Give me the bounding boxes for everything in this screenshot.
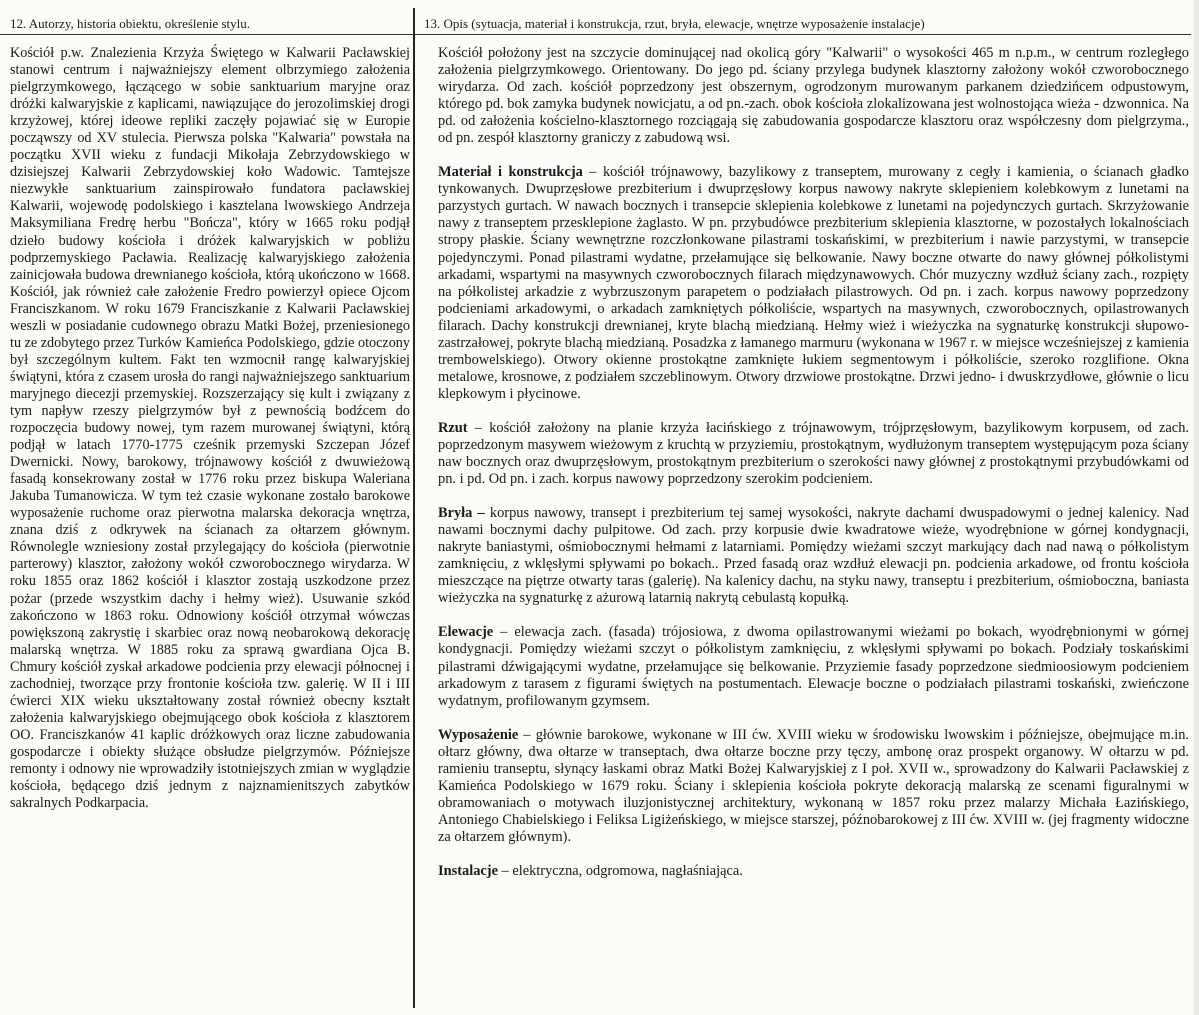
left-column [0, 0, 418, 1015]
description-text [438, 45, 1191, 880]
plan-paragraph [438, 420, 1189, 488]
elevations-title: Elewacje [438, 624, 494, 641]
section-12-header: 12. Autorzy, historia obiektu, określenie stylu. [0, 0, 418, 35]
history-paragraph: Kościół p.w. Znalezienia Krzyża Świętego w Kalwarii Pacławskiej stanowi centrum i najważniejszy element olbrzymiego założenia pielgrzymkowego, łączącego w sobie sanktuarium maryjne oraz dróżki kalwaryjskie z kaplicami, nawiązujące do jerozolimskiej drogi krzyżowej, której ideowe repliki zaczęły pojawiać się w Europie począwszy od XV stulecia. Pierwsza polska "Kalwaria" powstała na początku XVII wieku z fundacji Mikołaja Zebrzydowskiego w dzisiejszej Kalwarii Zebrzydowskiej koło Wadowic. Tamtejsze niezwykłe sanktuarium zainspirowało fundatora pacławskiej Kalwarii, wojewodę podolskiego i kasztelana lwowskiego Andrzeja Maksymiliana Fredrę herbu "Bończa", który w 1665 roku podjął dzieło budowy kościoła i dróżek kalwaryjskich w pobliżu podprzemyskiego Pacławia. Realizację kalwaryjskiego założenia zainicjowała budowa drewnianego kościoła, którą ukończono w 1668. Kościół, jak również całe założenie Fredro powierzył opiece Ojcom Franciszkanom. W roku 1679 Franciszkanie z Kalwarii Pacławskiej weszli w posiadanie cudownego obrazu Matki Bożej, przeniesionego tu ze zdobytego przez Turków Kamieńca Podolskiego, gdzie otoczony był szczególnym kultem. Fakt ten wzmocnił rangę kalwaryjskiej świątyni, która z czasem urosła do rangi najważniejszego sanktuarium maryjnego diecezji przemyskiej. Rozszerzający się kult i związany z tym napływ rzeszy pielgrzymów był z pewnością bodźcem do rozpoczęcia budowy nowej, tym razem murowanej świątyni, którą podjął w latach 1770-1775 cześnik przemyski Szczepan Józef Dwernicki. Nowy, barokowy, trójnawowy kościół z dwuwieżową fasadą konsekrowany został w 1776 roku przez biskupa Waleriana Jakuba Tumanowicza. W tym też czasie wykonane zostało barokowe wyposażenie ruchome oraz pierwotna malarska dekoracja wnętrza, znana dziś z odkrywek na ścianach za ołtarzem głównym. Równolegle wzniesiony został przylegający do kościoła (pierwotnie parterowy) klasztor, założony wokół czworobocznego wirydarza. W roku 1855 oraz 1862 kościół i klasztor zostają uszkodzone przez pożar (przede wszystkim dachy i hełmy wież). Usuwanie szkód zakończono w 1863 roku. Odnowiony kościół otrzymał wówczas powiększoną zakrystię i skarbiec oraz nową neobarokową dekorację malarską wnętrza. W 1885 roku za sprawą gwardiana Ojca B. Chmury kościół zyskał arkadowe podcienia przy elewacji północnej i zachodniej, tworzące przy frontonie kościoła tzw. galerię. W II i III ćwierci XIX wieku ukształtowany został również obecny kształt założenia kalwaryjskiego obejmującego obok kościoła z klasztorem OO. Franciszkanów 41 kaplic dróżkowych oraz liczne zabudowania gospodarcze i obiekty służące obsłudze pielgrzymów. Późniejsze remonty i odnowy nie wprowadziły istotniejszych zmian w wyglądzie kościoła, będącego dziś jednym z najznamienitszych zabytków sakralnych Podkarpacia. [10, 45, 410, 812]
section-13-header: 13. Opis (sytuacja, materiał i konstrukcja, rzut, bryła, elewacje, wnętrze wyposażenie instalacje) [416, 0, 1191, 35]
column-divider [413, 8, 415, 1008]
plan-title: Rzut [438, 419, 468, 436]
material-construction-title: Materiał i konstrukcja [438, 164, 583, 181]
massing-text: korpus nawowy, transept i prezbiterium tej samej wysokości, nakryte dachami dwuspadowymi o jednej kalenicy. Nad nawami bocznymi dachy pulpitowe. Od zach. przy korpusie dwie kwadratowe wieże, wyodrębnione w górnej kondygnacji, nakryte baniastymi, ośmiobocznymi hełmami z latarniami. Pomiędzy wieżami szczyt markujący dach nad nawą o półkolistym zamknięciu, z wklęsłymi spływami po bokach.. Przed fasadą oraz wzdłuż elewacji pn. podcienia arkadowe, od frontu kościoła mieszczące na piętrze otwarty taras (galerię). Na kalenicy dachu, na styku nawy, transeptu i prezbiterium, ośmioboczna, baniasta wieżyczka na sygnaturkę z ażurową latarnią nakrytą cebulastą kopułką. [438, 505, 1189, 607]
furnishings-paragraph [438, 727, 1189, 846]
installations-text: – elektryczna, odgromowa, nagłaśniająca. [497, 862, 743, 879]
situation-paragraph: Kościół położony jest na szczycie dominującej nad okolicą góry "Kalwarii" o wysokości 465 m n.p.m., w centrum rozległego założenia pielgrzymkowego. Orientowany. Do jego pd. ściany przylega budynek klasztorny założony wokół czworobocznego wirydarza. Od zach. kościół poprzedzony jest obszernym, ogrodzonym murowanym parkanem dziedzińcem odpustowym, którego pd. bok zamyka budynek nowicjatu, a od pn.-zach. obok kościoła zlokalizowana jest wolnostojąca wieża - dzwonnica. Na pd. od założenia kościelno-klasztornego rozciągają się zabudowania gospodarcze klasztoru oraz współczesny dom pielgrzyma., od pn. zespół klasztorny graniczy z zabudową wsi. [438, 45, 1189, 147]
material-construction-paragraph [438, 164, 1189, 403]
furnishings-text: – głównie barokowe, wykonane w III ćw. XVIII wieku w środowisku lwowskim i późniejsze, obejmujące m.in. ołtarz główny, dwa ołtarze w transeptach, dwa ołtarze boczne przy tęczy, ambonę oraz prospekt organowy. W ołtarzu w pd. ramieniu transeptu, słynący łaskami obraz Matki Bożej Kalwaryjskiej z I poł. XVII w., sprowadzony do Kalwarii Pacławskiej z Kamieńca Podolskiego w 1679 roku. Ściany i sklepienia kościoła pokryte dekoracją malarską ze scenami figuralnymi w obramowaniach o motywach iluzjonistycznej architektury, wykonaną w 1857 roku przez malarzy Michała Łazińskiego, Antoniego Chabielskiego i Feliksa Ligiżeńskiego, w miejsce starszej, późnobarokowej z III ćw. XVIII w. (jej fragmenty widoczne za ołtarzem głównym). [438, 726, 1189, 845]
material-construction-text: – kościół trójnawowy, bazylikowy z transeptem, murowany z cegły i kamienia, o ścianach gładko tynkowanych. Dwuprzęsłowe prezbiterium i dwuprzęsłowy korpus nawowy nakryte sklepieniem kolebkowym z lunetami na parzystych gurtach. W nawach bocznych i transepcie sklepienia kolebkowe z lunetami na pojedynczych gurtach. Skrzyżowanie nawy z transeptem przesklepione żaglasto. W pn. przybudówce prezbiterium sklepienia klasztorne, w pozostałych lokalnościach stropy płaskie. Ściany wewnętrzne rozczłonkowane pilastrami toskańskimi, w prezbiterium i nawie parzystymi, w transepcie pojedynczymi. Ponad pilastrami wydatne, przełamujące się belkowanie. Nawy boczne otwarte do nawy głównej półkolistymi arkadami, wspartymi na masywnych czworobocznych filarach międzynawowych. Chór muzyczny wzdłuż ściany zach., rozpięty na półkolistej arkadzie z wybrzuszonym parapetem o podziałach pilastrowych. Od pn. i zach. korpus nawowy poprzedzony podcieniami arkadowymi, o arkadach zamkniętych półkoliście, wspartych na masywnych, czworobocznych, opilastrowanych filarach. Dachy konstrukcji drewnianej, kryte blachą miedzianą. Hełmy wież i wieżyczka na sygnaturkę konstrukcji słupowo-zastrzałowej, pokryte blachą miedzianą. Posadzka z łamanego marmuru (wykonana w 1967 r. w miejsce wcześniejszej z kamienia trembowelskiego). Otwory okienne prostokątne zamknięte łukiem segmentowym i półkoliście, szeroko rozglifione. Okna metalowe, krosnowe, z podziałem szczeblinowym. Otwory drzwiowe prostokątne. Drzwi jedno- i dwuskrzydłowe, głównie o licu klepkowym i płycinowe. [438, 164, 1190, 402]
page-edge-shadow [1193, 0, 1199, 1015]
furnishings-title: Wyposażenie [438, 726, 519, 743]
installations-paragraph [438, 863, 1189, 880]
massing-paragraph [438, 505, 1189, 607]
installations-title: Instalacje [438, 862, 498, 879]
elevations-paragraph [438, 624, 1189, 709]
history-text [10, 45, 410, 812]
elevations-text: – elewacja zach. (fasada) trójosiowa, z dwoma opilastrowanymi wieżami po bokach, wyodrębnionymi w górnej kondygnacji. Pomiędzy wieżami szczyt o półkolistym zamknięciu, z wklęsłymi spływami po bokach. Podziały toskańskimi pilastrami dźwigającymi wydatne, przełamujące się belkowanie. Przyziemie fasady poprzedzone siedmioosiowym podcieniem arkadowym z tarasem z figurami świętych na postumentach. Elewacje boczne o podziałach pilastrami toskański, zwieńczone wydatnym, profilowanym gzymsem. [438, 624, 1189, 709]
plan-text: – kościół założony na planie krzyża łacińskiego z trójnawowym, trójprzęsłowym, bazylikowym korpusem, od zach. poprzedzonym masywem wieżowym z kruchtą w przyziemiu, prostokątnym, wydłużonym transeptem występującym poza ściany naw bocznych oraz dwuprzęsłowym, prostokątnym prezbiterium o szerokości nawy głównej z prostokątnymi przybudówkami od pn. i pd. Od pn. i zach. korpus nawowy poprzedzony szerokim podcieniem. [438, 419, 1189, 488]
massing-title: Bryła – [438, 505, 485, 522]
right-column [416, 0, 1191, 1015]
